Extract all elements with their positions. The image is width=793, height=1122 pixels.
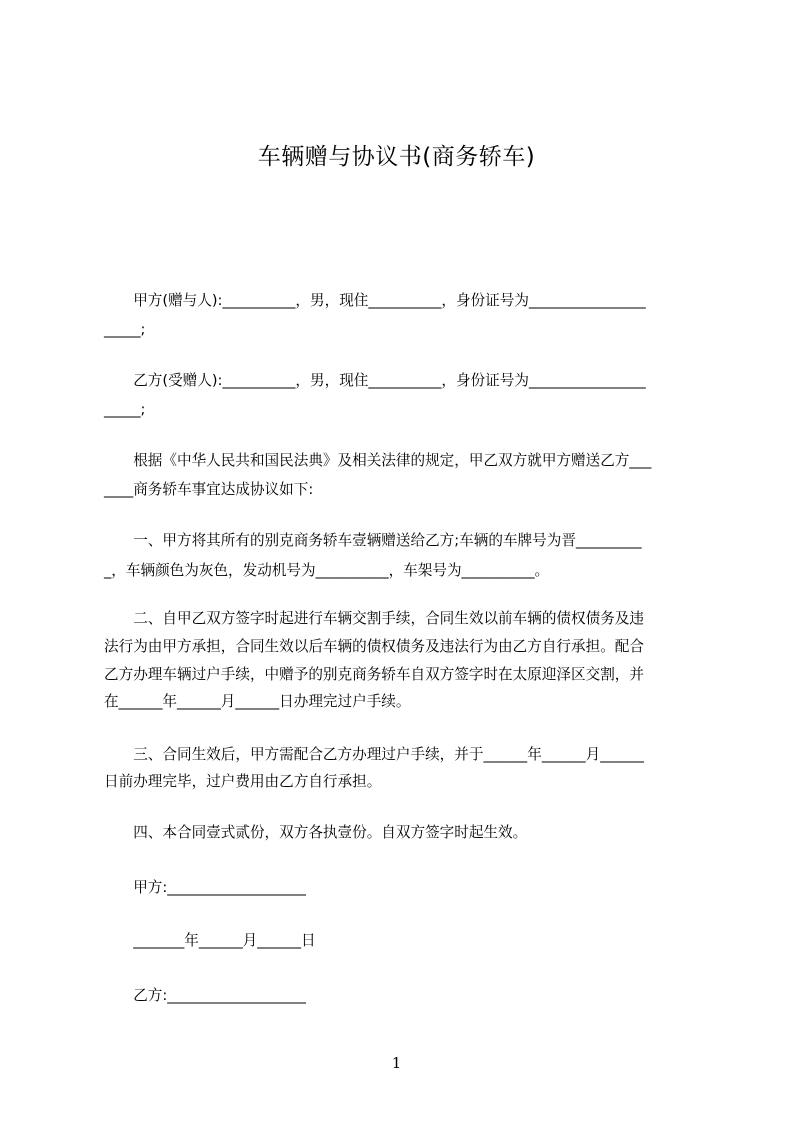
signature-date: _______年______月______日	[104, 932, 316, 949]
document-title: 车辆赠与协议书(商务轿车)	[257, 144, 536, 170]
party-b-line-2: _____;	[104, 401, 146, 418]
signature-party-b: 乙方:___________________	[104, 987, 306, 1004]
clause-3-line-1: 三、合同生效后，甲方需配合乙方办理过户手续，并于______年______月______	[104, 746, 644, 763]
party-a-line-1: 甲方(赠与人):__________，男，现住__________，身份证号为________________	[104, 292, 646, 309]
preamble-line-2: ____商务轿车事宜达成协议如下:	[104, 481, 314, 498]
party-b-line-1: 乙方(受赠人):__________，男，现住__________，身份证号为________________	[104, 372, 646, 389]
clause-4-line: 四、本合同壹式贰份，双方各执壹份。自双方签字时起生效。	[104, 824, 528, 841]
clause-2-line-2: 法行为由甲方承担，合同生效以后车辆的债权债务及违法行为由乙方自行承担。配合	[104, 638, 644, 655]
party-a-line-2: _____;	[104, 321, 146, 338]
page-number: 1	[391, 1054, 402, 1072]
signature-party-a: 甲方:___________________	[104, 879, 306, 896]
clause-1-line-2: _，车辆颜色为灰色，发动机号为__________，车架号为__________。	[104, 562, 550, 579]
clause-1-line-1: 一、甲方将其所有的别克商务轿车壹辆赠送给乙方;车辆的车牌号为晋_________	[104, 532, 642, 549]
clause-2-line-4: 在______年______月______日办理完过户手续。	[104, 693, 411, 710]
clause-2-line-1: 二、自甲乙双方签字时起进行车辆交割手续，合同生效以前车辆的债权债务及违	[104, 610, 644, 627]
clause-3-line-2: 日前办理完毕，过户费用由乙方自行承担。	[104, 773, 382, 790]
preamble-line-1: 根据《中华人民共和国民法典》及相关法律的规定，甲乙双方就甲方赠送乙方___	[104, 452, 652, 469]
clause-2-line-3: 乙方办理车辆过户手续，中赠予的别克商务轿车自双方签字时在太原迎泽区交割，并	[104, 666, 644, 683]
